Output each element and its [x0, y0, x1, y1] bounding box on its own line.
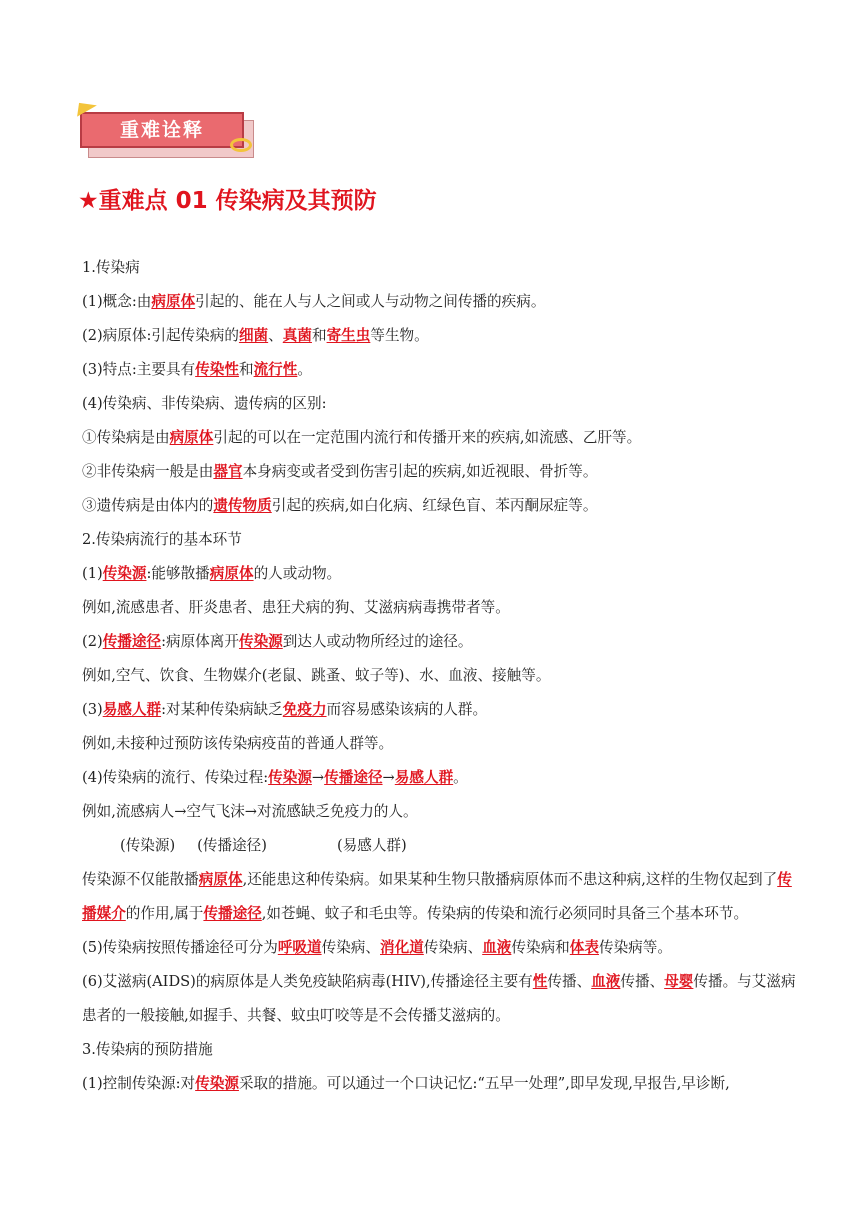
keyword: 易感人群: [102, 701, 162, 718]
text: →: [382, 769, 395, 786]
text: ,如苍蝇、蚊子和毛虫等。传染病的传染和流行必须同时具备三个基本环节。: [261, 905, 749, 922]
keyword: 传染源: [102, 565, 147, 582]
text: ②非传染病一般是由: [82, 463, 214, 480]
keyword: 血液: [591, 973, 621, 990]
aids-paragraph: [82, 965, 798, 1033]
text: :病原体离开: [161, 633, 239, 650]
keyword: 流行性: [253, 361, 298, 378]
section-3-title: [82, 1038, 798, 1072]
content-body: [82, 256, 798, 1106]
process-example: [82, 800, 798, 834]
text: :能够散播: [146, 565, 210, 582]
text: 传染源不仅能散播: [82, 871, 199, 888]
text: 而容易感染该病的人群。: [326, 701, 488, 718]
keyword: 传播途径: [102, 633, 162, 650]
section-1-title: [82, 256, 798, 290]
keyword: 易感人群: [394, 769, 454, 786]
keyword: 病原体: [169, 429, 214, 446]
text: ①传染病是由: [82, 429, 170, 446]
keyword: 消化道: [380, 939, 424, 956]
text: 例如,流感患者、肝炎患者、患狂犬病的狗、艾滋病病毒携带者等。: [82, 599, 510, 616]
text: ,还能患这种传染病。如果某种生物只散播病原体而不患这种病,这样的生物仅起到了: [242, 871, 778, 888]
keyword: 性: [532, 973, 548, 990]
section-banner: [80, 112, 260, 162]
text: 的人或动物。: [253, 565, 342, 582]
heading-title: 重难点 01 传染病及其预防: [98, 188, 377, 214]
keyword: 传染源: [268, 769, 312, 786]
text: 传播、: [620, 973, 665, 990]
genetic-disease-line: [82, 494, 798, 528]
text: :对某种传染病缺乏: [161, 701, 283, 718]
text: (4)传染病的流行、传染过程:: [82, 769, 269, 786]
keyword: 呼吸道: [277, 939, 322, 956]
text: (1): [82, 565, 103, 582]
difference-line: [82, 392, 798, 426]
text: (易感人群): [336, 837, 407, 854]
banner-label: 重难诠释: [119, 119, 204, 141]
susceptible-line: [82, 698, 798, 732]
keyword: 病原体: [151, 293, 196, 310]
text: (3)特点:主要具有: [82, 361, 196, 378]
non-infectious-line: [82, 460, 798, 494]
text: 引起的、能在人与人之间或人与动物之间传播的疾病。: [195, 293, 546, 310]
text: (1)概念:由: [82, 293, 152, 310]
text: 的作用,属于: [125, 905, 204, 922]
keyword: 传播媒介: [82, 871, 792, 922]
text: 例如,空气、饮食、生物媒介(老鼠、跳蚤、蚊子等)、水、血液、接触等。: [82, 667, 551, 684]
text: 例如,流感病人→空气飞沫→对流感缺乏免疫力的人。: [82, 803, 418, 820]
text: (1)控制传染源:对: [82, 1075, 196, 1092]
text: 本身病变或者受到伤害引起的疾病,如近视眼、骨折等。: [242, 463, 598, 480]
text: 引起的疾病,如白化病、红绿色盲、苯丙酮尿症等。: [271, 497, 598, 514]
text: (4)传染病、非传染病、遗传病的区别:: [82, 395, 327, 412]
text: (2): [82, 633, 103, 650]
text: 传播、: [547, 973, 592, 990]
process-line: [82, 766, 798, 800]
text: 、: [268, 327, 283, 344]
text: ③遗传病是由体内的: [82, 497, 214, 514]
text: 传染病和: [511, 939, 570, 956]
section-2-title: [82, 528, 798, 562]
keyword: 传染源: [238, 633, 283, 650]
text: (传播途径): [197, 837, 267, 854]
text: (5)传染病按照传播途径可分为: [82, 939, 278, 956]
keyword: 器官: [213, 463, 243, 480]
text: 。: [453, 769, 468, 786]
route-example: [82, 664, 798, 698]
keyword: 传播途径: [203, 905, 262, 922]
concept-line: [82, 290, 798, 324]
pathogen-line: [82, 324, 798, 358]
text: 和: [238, 361, 254, 378]
keyword: 免疫力: [282, 701, 327, 718]
source-example: [82, 596, 798, 630]
text: (2)病原体:引起传染病的: [82, 327, 239, 344]
text: →: [311, 769, 325, 786]
text: 引起的可以在一定范围内流行和传播开来的疾病,如流感、乙肝等。: [213, 429, 642, 446]
keyword: 传染性: [195, 361, 239, 378]
route-line: [82, 630, 798, 664]
control-source-line: [82, 1072, 798, 1106]
text: 等生物。: [370, 327, 429, 344]
keyword: 传染源: [195, 1075, 239, 1092]
text: 例如,未接种过预防该传染病疫苗的普通人群等。: [82, 735, 394, 752]
text: 。: [297, 361, 312, 378]
text: 和: [311, 327, 327, 344]
keyword: 遗传物质: [213, 497, 272, 514]
text: 到达人或动物所经过的途径。: [282, 633, 473, 650]
section-heading: [78, 182, 377, 215]
text: 传染病、: [423, 939, 483, 956]
keyword: 病原体: [198, 871, 243, 888]
star-icon: ★: [78, 188, 99, 214]
keyword: 传播途径: [324, 769, 383, 786]
keyword: 真菌: [282, 327, 312, 344]
keyword: 体表: [569, 939, 599, 956]
text: 采取的措施。可以通过一个口诀记忆:“五早一处理”,即早发现,早报告,早诊断,: [238, 1075, 730, 1092]
text: 传播。与艾滋病患者的一般接触,如握手、共餐、蚊虫叮咬等是不会传播艾滋病的。: [82, 973, 796, 1024]
text: 2.传染病流行的基本环节: [82, 531, 242, 548]
text: (3): [82, 701, 103, 718]
keyword: 血液: [482, 939, 512, 956]
keyword: 母婴: [664, 973, 694, 990]
carrier-paragraph: [82, 863, 798, 931]
text: 1.传染病: [82, 259, 140, 276]
text: 传染病、: [321, 939, 380, 956]
text: (6)艾滋病(AIDS)的病原体是人类免疫缺陷病毒(HIV),传播途径主要有: [82, 973, 533, 990]
features-line: [82, 358, 798, 392]
source-line: [82, 562, 798, 596]
text: (传染源): [120, 837, 176, 854]
keyword: 寄生虫: [326, 327, 371, 344]
text: 3.传染病的预防措施: [82, 1041, 213, 1058]
keyword: 病原体: [209, 565, 254, 582]
keyword: 细菌: [238, 327, 269, 344]
infectious-disease-line: [82, 426, 798, 460]
text: 传染病等。: [598, 939, 672, 956]
susceptible-example: [82, 732, 798, 766]
